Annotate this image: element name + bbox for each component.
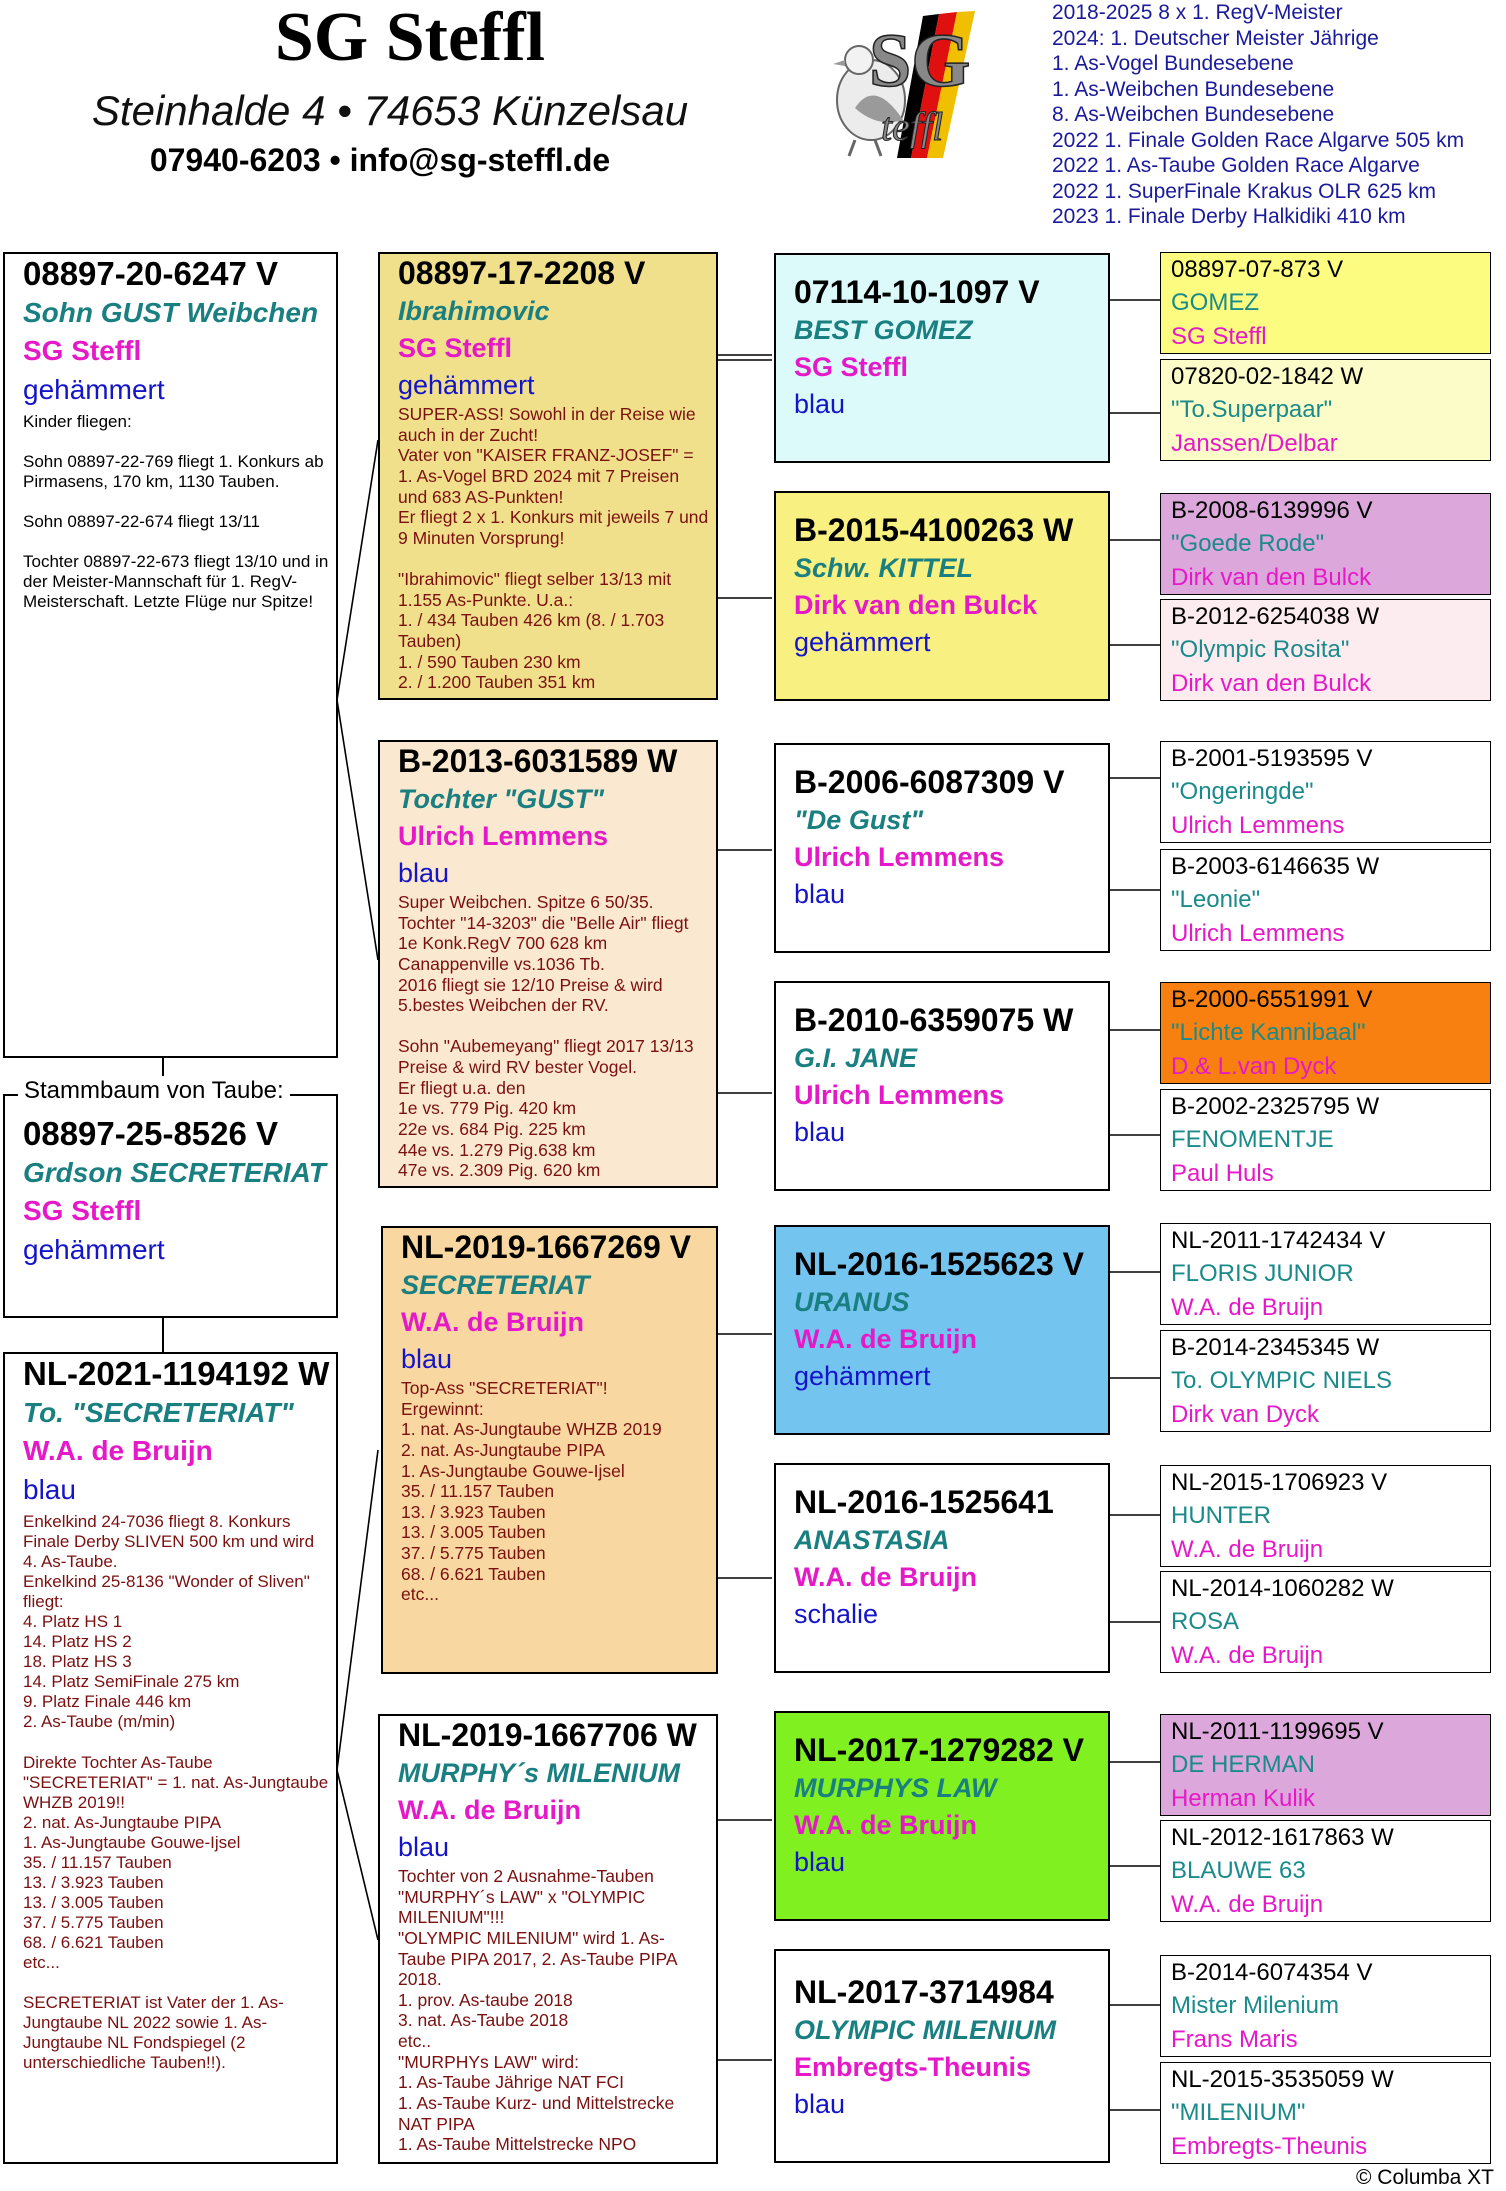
ring-number: NL-2015-1706923 V	[1171, 1469, 1388, 1496]
copyright-footer: © Columba XT	[1355, 2166, 1494, 2189]
breeder: Embregts-Theunis	[794, 2052, 1032, 2082]
gen4-card[interactable]	[1160, 252, 1491, 354]
ring-number: B-2008-6139996 V	[1171, 497, 1373, 524]
page-title: SG Steffl	[274, 0, 546, 76]
breeder: Dirk van den Bulck	[794, 590, 1038, 620]
ring-number: B-2014-2345345 W	[1171, 1334, 1380, 1361]
pigeon-name: Ibrahimovic	[398, 296, 550, 326]
pigeon-name: To. "SECRETERIAT"	[23, 1397, 294, 1428]
gen3-card[interactable]	[774, 981, 1110, 1191]
plumage-color: blau	[794, 1847, 846, 1877]
plumage-color: schalie	[794, 1599, 879, 1629]
pigeon-name: BEST GOMEZ	[794, 315, 973, 345]
breeder: Ulrich Lemmens	[1171, 920, 1345, 947]
breeder: W.A. de Bruijn	[1171, 1642, 1324, 1669]
ring-number: NL-2014-1060282 W	[1171, 1575, 1394, 1602]
plumage-color: blau	[23, 1474, 76, 1505]
pigeon-name: HUNTER	[1171, 1502, 1271, 1529]
gen4-card[interactable]	[1160, 1330, 1491, 1432]
plumage-color: gehämmert	[23, 1234, 165, 1265]
pigeon-name: "Goede Rode"	[1171, 530, 1325, 557]
breeder: Dirk van den Bulck	[1171, 670, 1372, 697]
subject-card[interactable]	[3, 1094, 338, 1318]
ring-number: NL-2015-3535059 W	[1171, 2066, 1394, 2093]
breeder: D.& L.van Dyck	[1171, 1053, 1337, 1080]
breeder: Ulrich Lemmens	[1171, 812, 1345, 839]
achievement-line: 2022 1. SuperFinale Krakus OLR 625 km	[1052, 179, 1437, 203]
contact-line: 07940-6203 • info@sg-steffl.de	[149, 142, 611, 178]
ring-number: B-2010-6359075 W	[794, 1002, 1074, 1038]
plumage-color: blau	[794, 879, 846, 909]
pigeon-name: G.I. JANE	[794, 1043, 918, 1073]
ring-number: 08897-07-873 V	[1171, 256, 1344, 283]
pigeon-name: "To.Superpaar"	[1171, 396, 1333, 423]
pigeon-name: SECRETERIAT	[401, 1270, 590, 1300]
ring-number: B-2000-6551991 V	[1171, 986, 1373, 1013]
logo-initials: SG	[869, 19, 971, 103]
ring-number: B-2003-6146635 W	[1171, 853, 1380, 880]
pigeon-name: Tochter "GUST"	[398, 784, 605, 814]
breeder: W.A. de Bruijn	[23, 1435, 213, 1466]
plumage-color: gehämmert	[398, 370, 535, 400]
breeder: SG Steffl	[23, 1195, 142, 1226]
breeder: Dirk van den Bulck	[1171, 564, 1372, 591]
breeder: W.A. de Bruijn	[398, 1795, 582, 1825]
ring-number: NL-2011-1742434 V	[1171, 1227, 1386, 1254]
achievement-line: 2024: 1. Deutscher Meister Jährige	[1052, 26, 1379, 50]
ring-number: 07114-10-1097 V	[794, 274, 1040, 310]
breeder: W.A. de Bruijn	[1171, 1891, 1324, 1918]
breeder: SG Steffl	[398, 333, 513, 363]
ring-number: NL-2019-1667706 W	[398, 1717, 697, 1753]
pigeon-name: "Leonie"	[1171, 886, 1261, 913]
pigeon-name: URANUS	[794, 1287, 910, 1317]
breeder: Ulrich Lemmens	[398, 821, 609, 851]
achievement-line: 8. As-Weibchen Bundesebene	[1052, 103, 1335, 126]
sire-notes: Kinder fliegen: Sohn 08897-22-769 fliegt 1. Konkurs ab Pirmasens, 170 km, 1130 Tauben. Sohn 08897-22-674 fliegt 13/11 Tochter 08897-22-673 fliegt 13/10 und in der Meister-Mannschaft für 1. RegV-Meisterschaft. Letzte Flüge nur Spitze!	[23, 412, 329, 612]
breeder: SG Steffl	[794, 352, 909, 382]
breeder: Dirk van Dyck	[1171, 1401, 1320, 1428]
ring-number: B-2012-6254038 W	[1171, 603, 1380, 630]
gen2-card[interactable]	[378, 740, 718, 1188]
breeder: W.A. de Bruijn	[794, 1810, 978, 1840]
dam-notes: Enkelkind 24-7036 fliegt 8. Konkurs Finale Derby SLIVEN 500 km und wird 4. As-Taube. Enkelkind 25-8136 "Wonder of Sliven" fliegt: 4. Platz HS 1 14. Platz HS 2 18. Platz HS 3 14. Platz SemiFinale 275 km 9. Platz Finale 446 km 2. As-Taube (m/min) Direkte Tochter As-Taube "SECRETERIAT" = 1. nat. As-Jungtaube WHZB 2019!! 2. nat. As-Jungtaube PIPA 1. As-Jungtaube Gouwe-Ijsel 35. / 11.157 Tauben 13. / 3.923 Tauben 13. / 3.005 Tauben 37. / 5.775 Tauben 68. / 6.621 Tauben etc... SECRETERIAT ist Vater der 1. As-Jungtaube NL 2022 sowie 1. As-Jungtaube NL Fondspiegel (2 unterschiedliche Tauben!!).	[23, 1512, 329, 2073]
gen4-card[interactable]	[1160, 1089, 1491, 1191]
pigeon-name: Grdson SECRETERIAT	[23, 1157, 326, 1188]
sire-card[interactable]	[3, 252, 338, 1058]
pigeon-name: ROSA	[1171, 1608, 1240, 1635]
pigeon-name: "De Gust"	[794, 805, 924, 835]
gen4-card[interactable]	[1160, 359, 1491, 461]
gen3-card[interactable]	[774, 1711, 1110, 1921]
ring-number: NL-2017-1279282 V	[794, 1732, 1084, 1768]
ring-number: B-2014-6074354 V	[1171, 1959, 1373, 1986]
gen3-card[interactable]	[774, 743, 1110, 953]
gen4-card[interactable]	[1160, 1571, 1491, 1673]
pigeon-name: "Ongeringde"	[1171, 778, 1314, 805]
pedigree-label: Stammbaum von Taube:	[18, 1076, 290, 1106]
ring-number: B-2013-6031589 W	[398, 743, 678, 779]
breeder: Janssen/Delbar	[1171, 430, 1338, 457]
pigeon-name: Mister Milenium	[1171, 1992, 1340, 2019]
achievement-line: 2022 1. Finale Golden Race Algarve 505 km	[1052, 128, 1465, 152]
logo-script: teffl	[881, 104, 944, 149]
gen4-card[interactable]	[1160, 1465, 1491, 1567]
achievement-line: 2022 1. As-Taube Golden Race Algarve	[1052, 154, 1420, 177]
breeder: SG Steffl	[23, 335, 142, 366]
ring-number: NL-2021-1194192 W	[23, 1355, 330, 1392]
gen4-card[interactable]	[1160, 849, 1491, 951]
gen4-card[interactable]	[1160, 1714, 1491, 1816]
gen4-card[interactable]	[1160, 1223, 1491, 1325]
ring-number: B-2002-2325795 W	[1171, 1093, 1380, 1120]
pigeon-notes: Top-Ass "SECRETERIAT"! Ergewinnt: 1. nat. As-Jungtaube WHZB 2019 2. nat. As-Jungtaube PIPA 1. As-Jungtaube Gouwe-Ijsel 35. / 11.157 Tauben 13. / 3.923 Tauben 13. / 3.005 Tauben 37. / 5.775 Tauben 68. / 6.621 Tauben etc...	[401, 1378, 662, 1605]
gen4-card[interactable]	[1160, 493, 1491, 595]
plumage-color: gehämmert	[794, 627, 931, 657]
pigeon-name: FLORIS JUNIOR	[1171, 1260, 1354, 1287]
ring-number: 07820-02-1842 W	[1171, 363, 1364, 390]
gen2-card[interactable]	[378, 1714, 718, 2164]
pigeon-name: "Olympic Rosita"	[1171, 636, 1350, 663]
plumage-color: blau	[794, 389, 846, 419]
breeder: W.A. de Bruijn	[1171, 1536, 1324, 1563]
ring-number: 08897-17-2208 V	[398, 255, 646, 291]
breeder: Ulrich Lemmens	[794, 1080, 1005, 1110]
gen4-card[interactable]	[1160, 741, 1491, 843]
ring-number: NL-2012-1617863 W	[1171, 1824, 1394, 1851]
plumage-color: gehämmert	[23, 374, 165, 405]
pigeon-notes: SUPER-ASS! Sowohl in der Reise wie auch in der Zucht! Vater von "KAISER FRANZ-JOSEF" = 1. As-Vogel BRD 2024 mit 7 Preisen und 683 AS-Punkten! Er fliegt 2 x 1. Konkurs mit jeweils 7 und 9 Minuten Vorsprung! "Ibrahimovic" fliegt selber 13/13 mit 1.155 As-Punkte. U.a.: 1. / 434 Tauben 426 km (8. / 1.703 Tauben) 1. / 590 Tauben 230 km 2. / 1.200 Tauben 351 km	[398, 404, 709, 693]
breeder: Embregts-Theunis	[1171, 2133, 1368, 2160]
address-line: Steinhalde 4 • 74653 Künzelsau	[91, 87, 689, 134]
ring-number: NL-2019-1667269 V	[401, 1229, 691, 1265]
pigeon-name: ANASTASIA	[794, 1525, 950, 1555]
pigeon-name: OLYMPIC MILENIUM	[794, 2015, 1056, 2045]
pigeon-name: MURPHYS LAW	[794, 1773, 997, 1803]
breeder: SG Steffl	[1171, 323, 1267, 350]
achievement-line: 2018-2025 8 x 1. RegV-Meister	[1052, 1, 1343, 24]
ring-number: NL-2016-1525623 V	[794, 1246, 1084, 1282]
pigeon-name: "Lichte Kannibaal"	[1171, 1019, 1366, 1046]
pigeon-notes: Tochter von 2 Ausnahme-Tauben "MURPHY´s LAW" x "OLYMPIC MILENIUM"!!! "OLYMPIC MILENIUM" wird 1. As-Taube PIPA 2017, 2. As-Taube PIPA 2018. 1. prov. As-taube 2018 3. nat. As-Taube 2018 etc.. "MURPHYs LAW" wird: 1. As-Taube Jährige NAT FCI 1. As-Taube Kurz- und Mittelstrecke NAT PIPA 1. As-Taube Mittelstrecke NPO	[398, 1866, 677, 2155]
pigeon-name: DE HERMAN	[1171, 1751, 1316, 1778]
gen4-card[interactable]	[1160, 599, 1491, 701]
pigeon-name: GOMEZ	[1171, 289, 1259, 316]
gen4-card[interactable]	[1160, 2062, 1491, 2164]
ring-number: NL-2017-3714984	[794, 1974, 1054, 2010]
gen4-card[interactable]	[1160, 1955, 1491, 2057]
breeder: W.A. de Bruijn	[794, 1562, 978, 1592]
plumage-color: blau	[401, 1344, 453, 1374]
achievement-line: 1. As-Vogel Bundesebene	[1052, 52, 1294, 75]
breeder: W.A. de Bruijn	[401, 1307, 585, 1337]
breeder: W.A. de Bruijn	[1171, 1294, 1324, 1321]
plumage-color: blau	[794, 2089, 846, 2119]
plumage-color: blau	[398, 858, 450, 888]
ring-number: NL-2011-1199695 V	[1171, 1718, 1384, 1745]
breeder: W.A. de Bruijn	[794, 1324, 978, 1354]
pigeon-notes: Super Weibchen. Spitze 6 50/35. Tochter "14-3203" die "Belle Air" fliegt 1e Konk.RegV 700 628 km Canappenville vs.1036 Tb. 2016 fliegt sie 12/10 Preise & wird 5.bestes Weibchen der RV. Sohn "Aubemeyang" fliegt 2017 13/13 Preise & wird RV bester Vogel. Er fliegt u.a. den 1e vs. 779 Pig. 420 km 22e vs. 684 Pig. 225 km 44e vs. 1.279 Pig.638 km 47e vs. 2.309 Pig. 620 km	[398, 892, 694, 1181]
dam-card[interactable]	[3, 1352, 338, 2164]
plumage-color: gehämmert	[794, 1361, 931, 1391]
pigeon-name: MURPHY´s MILENIUM	[398, 1758, 680, 1788]
pigeon-name: FENOMENTJE	[1171, 1126, 1334, 1153]
gen3-card[interactable]	[774, 1463, 1110, 1673]
gen3-card[interactable]	[774, 1949, 1110, 2163]
pigeon-name: Sohn GUST Weibchen	[23, 297, 319, 328]
gen3-card[interactable]	[774, 1225, 1110, 1435]
achievement-line: 1. As-Weibchen Bundesebene	[1052, 77, 1335, 101]
plumage-color: blau	[398, 1832, 450, 1862]
ring-number: 08897-20-6247 V	[23, 255, 279, 292]
pigeon-name: Schw. KITTEL	[794, 553, 974, 583]
pigeon-name: BLAUWE 63	[1171, 1857, 1306, 1884]
pigeon-name: "MILENIUM"	[1171, 2099, 1306, 2126]
breeder: Ulrich Lemmens	[794, 842, 1005, 872]
gen2-card[interactable]	[381, 1226, 718, 1674]
ring-number: B-2006-6087309 V	[794, 764, 1065, 800]
breeder: Herman Kulik	[1171, 1785, 1316, 1812]
breeder: Frans Maris	[1171, 2026, 1298, 2053]
ring-number: 08897-25-8526 V	[23, 1115, 279, 1152]
gen4-card[interactable]	[1160, 1820, 1491, 1922]
achievement-line: 2023 1. Finale Derby Halkidiki 410 km	[1052, 205, 1406, 228]
pigeon-name: To. OLYMPIC NIELS	[1171, 1367, 1392, 1394]
gen2-card[interactable]	[378, 252, 718, 700]
plumage-color: blau	[794, 1117, 846, 1147]
ring-number: NL-2016-1525641	[794, 1484, 1054, 1520]
ring-number: B-2001-5193595 V	[1171, 745, 1373, 772]
gen4-card[interactable]	[1160, 982, 1491, 1084]
gen3-card[interactable]	[774, 491, 1110, 701]
gen3-card[interactable]	[774, 253, 1110, 463]
breeder: Paul Huls	[1171, 1160, 1274, 1187]
ring-number: B-2015-4100263 W	[794, 512, 1074, 548]
